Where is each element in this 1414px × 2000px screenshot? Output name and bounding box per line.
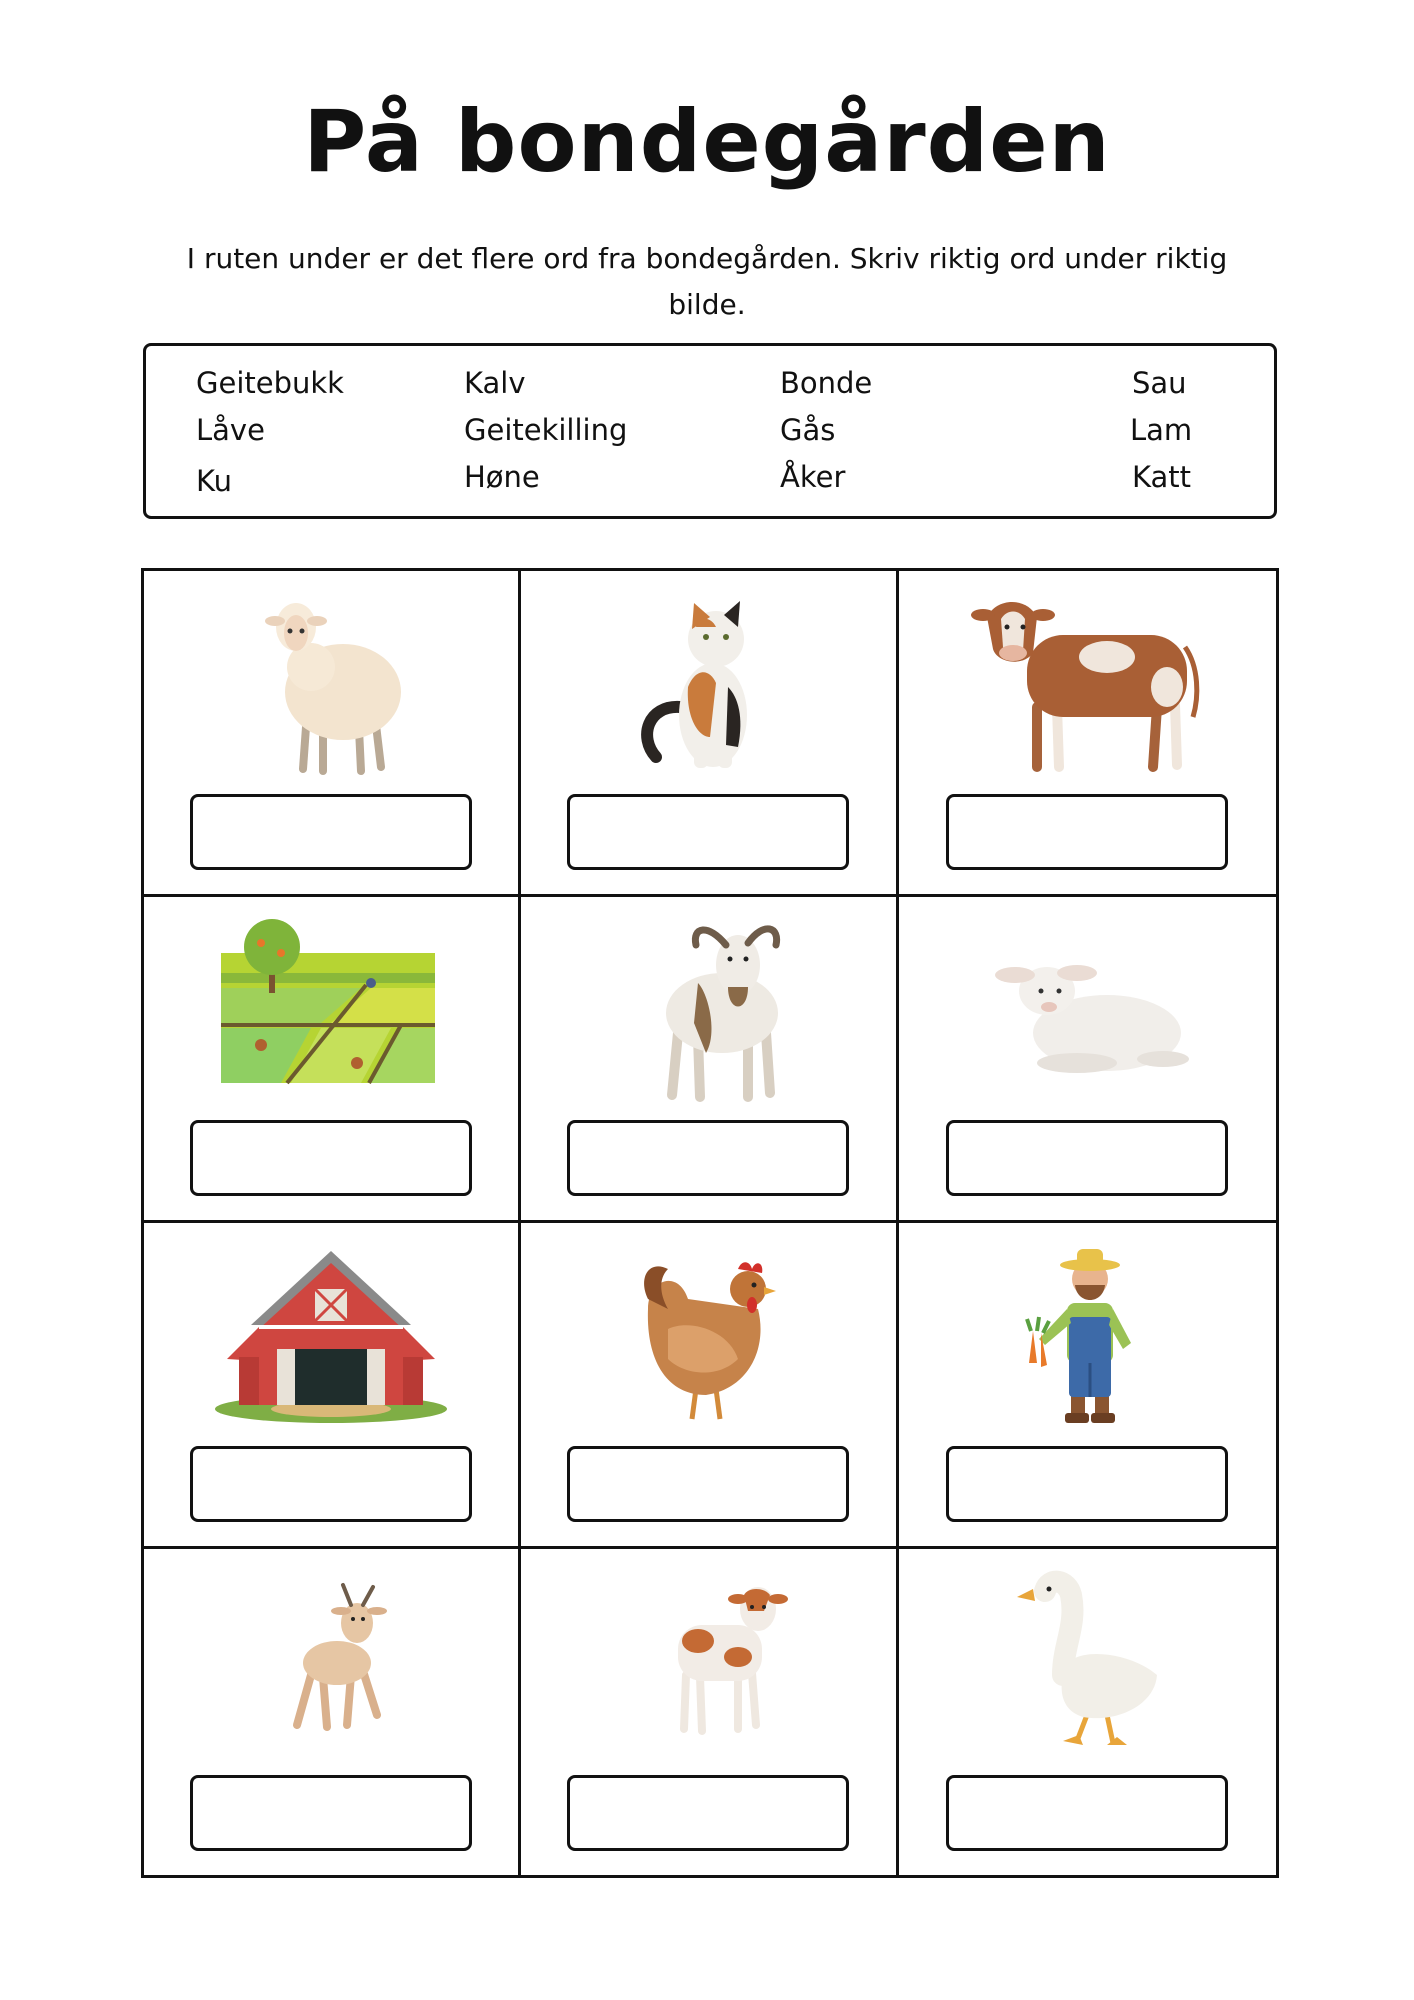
cow-icon <box>967 587 1207 777</box>
lamb-icon <box>967 913 1207 1103</box>
picture-cell <box>144 1549 521 1875</box>
word-bank <box>143 343 1277 519</box>
barn-icon <box>211 1239 451 1429</box>
picture-cell <box>899 897 1276 1223</box>
calf-icon <box>588 1565 828 1755</box>
cat-icon <box>588 587 828 777</box>
picture-cell <box>144 1223 521 1549</box>
answer-box[interactable] <box>946 1775 1228 1851</box>
answer-box[interactable] <box>190 1775 472 1851</box>
answer-box[interactable] <box>190 1120 472 1196</box>
goose-icon <box>967 1565 1207 1755</box>
word-bank-item: Åker <box>780 460 846 494</box>
picture-cell <box>899 1223 1276 1549</box>
picture-cell <box>899 571 1276 897</box>
picture-cell <box>521 1223 898 1549</box>
answer-box[interactable] <box>567 794 849 870</box>
hen-icon <box>588 1239 828 1429</box>
answer-box[interactable] <box>190 794 472 870</box>
answer-box[interactable] <box>946 794 1228 870</box>
billy-goat-icon <box>588 913 828 1103</box>
field-icon <box>211 913 451 1103</box>
word-bank-item: Høne <box>464 460 540 494</box>
instructions-text: I ruten under er det flere ord fra bondegården. Skriv riktig ord under riktig bilde. <box>186 242 1228 321</box>
picture-cell <box>144 897 521 1223</box>
word-bank-item: Lam <box>1130 413 1193 447</box>
answer-box[interactable] <box>946 1446 1228 1522</box>
picture-grid <box>141 568 1279 1878</box>
answer-box[interactable] <box>567 1775 849 1851</box>
picture-cell <box>521 897 898 1223</box>
word-bank-item: Geitebukk <box>196 366 344 400</box>
answer-box[interactable] <box>946 1120 1228 1196</box>
answer-box[interactable] <box>567 1446 849 1522</box>
farmer-icon <box>967 1239 1207 1429</box>
word-bank-item: Katt <box>1132 460 1192 494</box>
picture-cell <box>521 1549 898 1875</box>
sheep-icon <box>211 587 451 777</box>
goat-kid-icon <box>211 1565 451 1755</box>
word-bank-item: Låve <box>196 413 265 447</box>
picture-cell <box>521 571 898 897</box>
page-title: På bondegården <box>303 92 1111 192</box>
answer-box[interactable] <box>567 1120 849 1196</box>
word-bank-item: Ku <box>196 464 232 498</box>
word-bank-item: Gås <box>780 413 836 447</box>
word-bank-item: Bonde <box>780 366 873 400</box>
picture-cell <box>899 1549 1276 1875</box>
word-bank-item: Sau <box>1132 366 1187 400</box>
answer-box[interactable] <box>190 1446 472 1522</box>
picture-cell <box>144 571 521 897</box>
word-bank-item: Kalv <box>464 366 526 400</box>
word-bank-item: Geitekilling <box>464 413 628 447</box>
